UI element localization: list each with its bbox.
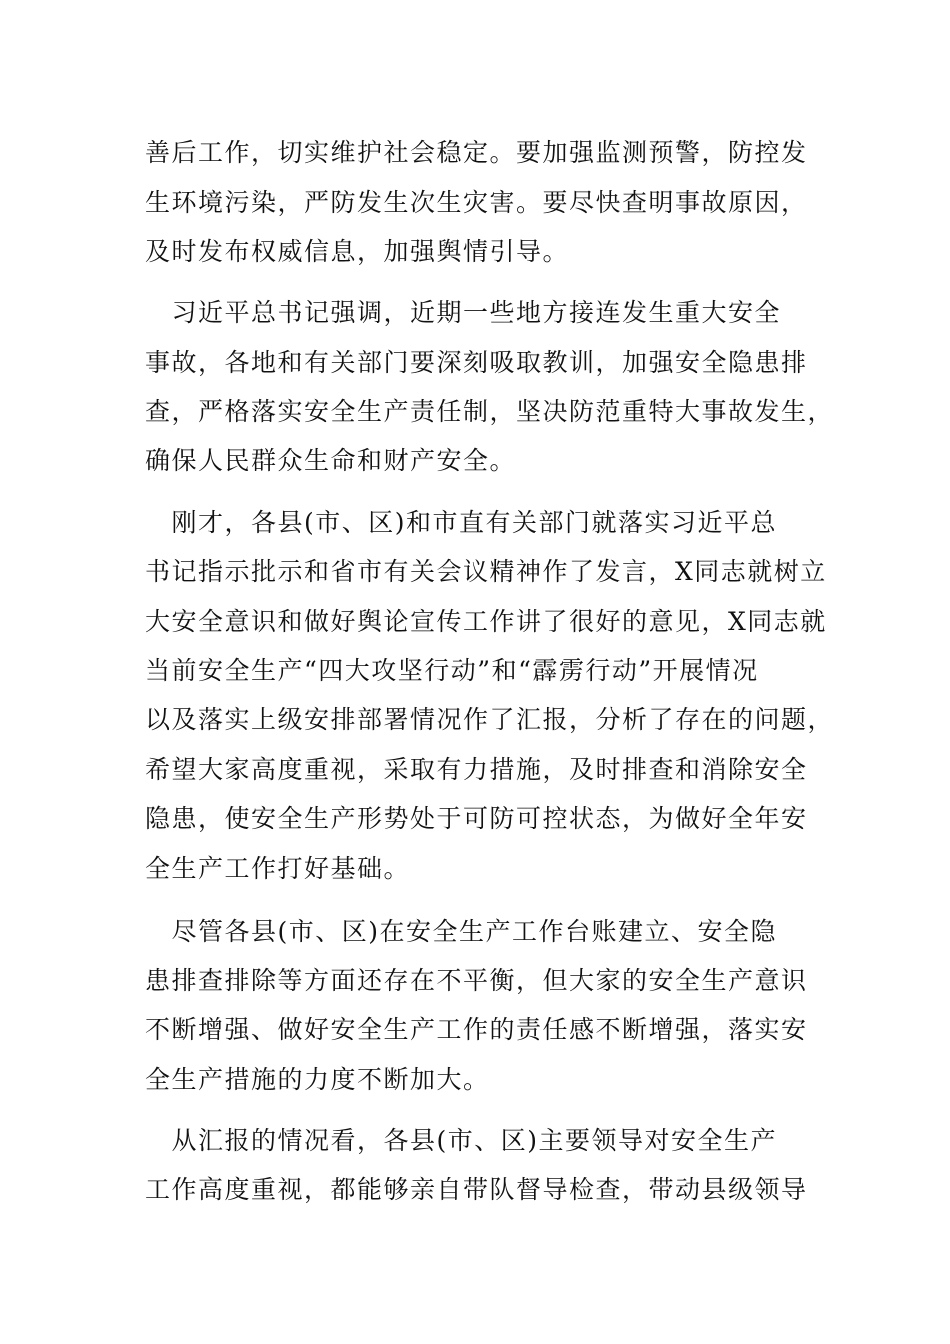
text-line: 生环境污染，严防发生次生灾害。要尽快查明事故原因， bbox=[145, 188, 808, 217]
text-line: 尽管各县(市、区)在安全生产工作台账建立、安全隐 bbox=[145, 917, 778, 946]
text-line: 全生产工作打好基础。 bbox=[145, 854, 411, 883]
text-line: 确保人民群众生命和财产安全。 bbox=[145, 446, 517, 475]
text-line: 隐患，使安全生产形势处于可防可控状态，为做好全年安 bbox=[145, 804, 808, 833]
text-line: 以及落实上级安排部署情况作了汇报，分析了存在的问题， bbox=[145, 705, 835, 734]
text-line: 查，严格落实安全生产责任制，坚决防范重特大事故发生， bbox=[145, 397, 835, 426]
text-line: 书记指示批示和省市有关会议精神作了发言，X同志就树立 bbox=[145, 557, 827, 586]
text-line: 习近平总书记强调，近期一些地方接连发生重大安全 bbox=[145, 298, 782, 327]
text-line: 从汇报的情况看，各县(市、区)主要领导对安全生产 bbox=[145, 1126, 778, 1155]
text-line: 当前安全生产“四大攻坚行动”和“霹雳行动”开展情况 bbox=[145, 656, 759, 685]
text-line: 工作高度重视，都能够亲自带队督导检查，带动县级领导 bbox=[145, 1175, 808, 1204]
text-line: 患排查排除等方面还存在不平衡，但大家的安全生产意识 bbox=[145, 966, 808, 995]
text-line: 不断增强、做好安全生产工作的责任感不断增强，落实安 bbox=[145, 1015, 808, 1044]
text-line: 希望大家高度重视，采取有力措施，及时排查和消除安全 bbox=[145, 755, 808, 784]
text-line: 大安全意识和做好舆论宣传工作讲了很好的意见，X同志就 bbox=[145, 607, 827, 636]
text-line: 善后工作，切实维护社会稳定。要加强监测预警，防控发 bbox=[145, 138, 808, 167]
text-line: 事故，各地和有关部门要深刻吸取教训，加强安全隐患排 bbox=[145, 348, 808, 377]
text-line: 刚才，各县(市、区)和市直有关部门就落实习近平总 bbox=[145, 508, 778, 537]
text-line: 全生产措施的力度不断加大。 bbox=[145, 1065, 490, 1094]
text-line: 及时发布权威信息，加强舆情引导。 bbox=[145, 237, 570, 266]
